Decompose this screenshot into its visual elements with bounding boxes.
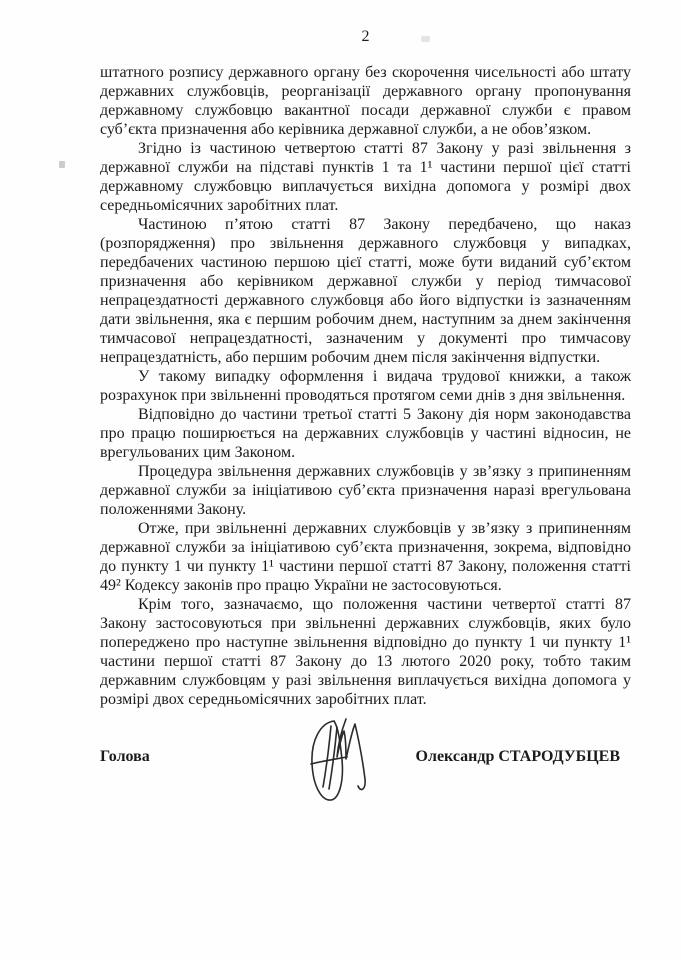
signer-title: Голова [100, 748, 150, 765]
signature-block [100, 748, 620, 766]
scan-artifact [59, 161, 65, 168]
paragraph: У такому випадку оформлення і видача трудової книжки, а також розрахунок при звільненні проводяться протягом семи днів з дня звільнення. [100, 368, 631, 404]
paragraph: Частиною п’ятою статті 87 Закону передбачено, що наказ (розпорядження) про звільнення державного службовця у випадках, передбачених частиною першою цієї статті, може бути виданий суб’єктом призначення або керівником державної служби у період тимчасової непрацездатності державного службовця або його відпустки із зазначенням дати звільнення, яка є першим робочим днем, наступним за днем закінчення тимчасової непрацездатності, зазначеним у документі про тимчасову непрацездатність, або першим робочим днем після закінчення відпустки. [100, 216, 631, 366]
page-number: 2 [361, 28, 370, 45]
paragraph: Відповідно до частини третьої статті 5 Закону дія норм законодавства про працю поширюється на державних службовців у частині відносин, не врегульованих цим Законом. [100, 406, 631, 461]
document-text-block [100, 63, 631, 709]
paragraph: Отже, при звільненні державних службовців у зв’язку з припиненням державної служби за ініціативою суб’єкта призначення, зокрема, відповідно до пункту 1 чи пункту 1¹ частини першої статті 87 Закону, положення статті 49² Кодексу законів про працю України не застосовуються. [100, 520, 631, 594]
scan-artifact [421, 36, 430, 42]
paragraph: Процедура звільнення державних службовців у зв’язку з припиненням державної служби за ініціативою суб’єкта призначення наразі врегульована положеннями Закону. [100, 463, 631, 518]
paragraph: Крім того, зазначаємо, що положення частини четвертої статті 87 Закону застосовуються при звільненні державних службовців, яких було попереджено про наступне звільнення відповідно до пункту 1 чи пункту 1¹ частини першої статті 87 Закону до 13 лютого 2020 року, тобто таким державним службовцям у разі звільнення виплачується вихідна допомога у розмірі двох середньомісячних заробітних плат. [100, 596, 631, 708]
paragraph: Згідно із частиною четвертою статті 87 Закону у разі звільнення з державної служби на підставі пунктів 1 та 1¹ частини першої цієї статті державному службовцю виплачується вихідна допомога у розмірі двох середньомісячних заробітних плат. [100, 140, 631, 214]
paragraph: штатного розпису державного органу без скорочення чисельності або штату державних службовців, реорганізації державного органу пропонування державному службовцю вакантної посади державної служби є правом суб’єкта призначення або керівника державної служби, а не обов’язком. [100, 64, 631, 138]
signer-name: Олександр СТАРОДУБЦЕВ [415, 748, 620, 765]
